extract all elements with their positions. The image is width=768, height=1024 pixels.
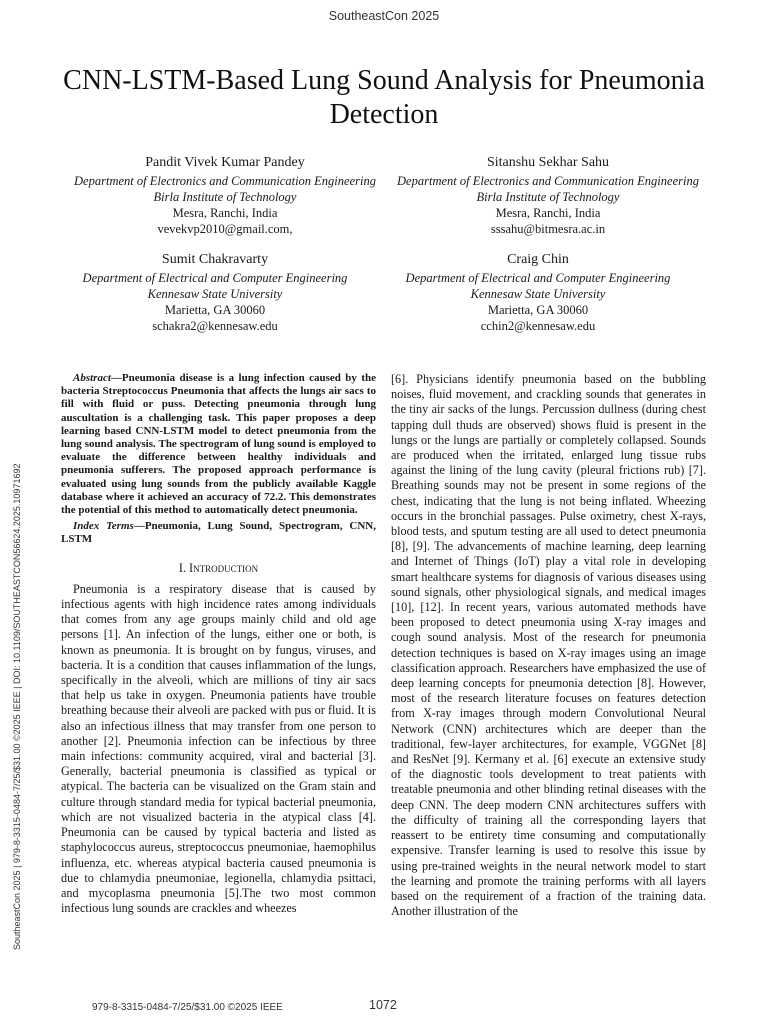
author-block-2: [383, 154, 713, 237]
author-name: Craig Chin: [507, 252, 569, 267]
right-column: [391, 372, 706, 919]
author-address: Marietta, GA 30060: [164, 303, 266, 317]
author-department: Department of Electronics and Communication Engineering: [397, 174, 699, 188]
section-heading: I. Introduction: [178, 560, 259, 575]
abstract-label: Abstract: [73, 372, 111, 384]
author-email: sssahu@bitmesra.ac.in: [490, 222, 606, 236]
paper-title: CNN-LSTM-Based Lung Sound Analysis for Pneumonia Detection: [63, 65, 705, 130]
author-institution: Kennesaw State University: [147, 287, 283, 301]
index-terms-label: Index Terms: [73, 520, 134, 533]
author-block-1: [60, 154, 390, 237]
index-terms: [61, 520, 376, 546]
author-block-3: [50, 251, 380, 334]
author-email: cchin2@kennesaw.edu: [480, 319, 596, 333]
author-address: Marietta, GA 30060: [487, 303, 589, 317]
page-number: 1072: [369, 998, 397, 1012]
abstract: [61, 372, 376, 517]
author-name: Pandit Vivek Kumar Pandey: [145, 155, 305, 170]
author-institution: Kennesaw State University: [470, 287, 606, 301]
footer-copyright: 979-8-3315-0484-7/25/$31.00 ©2025 IEEE: [92, 1002, 283, 1013]
left-column: [61, 372, 376, 916]
author-address: Mesra, Ranchi, India: [495, 206, 601, 220]
author-department: Department of Electronics and Communication Engineering: [74, 174, 376, 188]
author-email: vevekvp2010@gmail.com,: [157, 222, 293, 236]
author-department: Department of Electrical and Computer Engineering: [405, 271, 671, 285]
doi-sidebar-text: SoutheastCon 2025 | 979-8-3315-0484-7/25/$31.00 ©2025 IEEE | DOI: 10.1109/SOUTHEASTCON56624.2025.10971692: [12, 463, 22, 950]
author-institution: Birla Institute of Technology: [476, 190, 620, 204]
intro-paragraph-left: Pneumonia is a respiratory disease that is caused by infectious agents with high incidence rates among individuals that comes from any age groups mainly child and old age persons [1]. An infection of the lungs, either one or both, is known as pneumonia. It is brought on by fungus, viruses, and bacteria. It is a condition that causes inflammation of the lungs, specifically in the alveoli, which are millions of tiny air sacs that help us take in oxygen. Pneumonia patients have trouble breathing because their alveoli are packed with pus or fluid. It is also an infectious illness that may transfer from one person to another [2]. Pneumonia infection can be infectious by three main infections: community acquired, viral and bacterial [3]. Generally, bacterial pneumonia is classified as typical or atypical. The bacteria can be visualized on the Gram stain and culture through standard media for typical bacterial pneumonia, which are not visualized bacteria in the atypical class [4]. Pneumonia can be caused by typical bacteria and listed as staphylococcus aureus, streptococcus pneumoniae, haemophilus influenza, etc. whereas atypical bacteria caused pneumonia is due to chlamydia pneumoniae, legionella, chlamydia psittaci, and mycoplasma pneumonia [5].The two most common infectious lung sounds are crackles and wheezes: [61, 581, 376, 916]
author-institution: Birla Institute of Technology: [153, 190, 297, 204]
author-name: Sumit Chakravarty: [161, 252, 269, 267]
author-department: Department of Electrical and Computer Engineering: [82, 271, 348, 285]
abstract-text: —Pneumonia disease is a lung infection caused by the bacteria Streptococcus Pneumonia that affects the lungs air sacs to fill with fluid or puss. Detecting pneumonia through lung auscultation is a challenging task. This paper proposes a deep learning based CNN-LSTM model to detect pneumonia from the lung sound analysis. The spectrogram of lung sound is employed to evaluate the difference between healthy individuals and pneumonia sufferers. The proposed approach performance is evaluated using lung sounds from the publicly available Kaggle database where it achieved an accuracy of 72.2. This demonstrates the potential of this method to automatically detect pneumonia.: [61, 372, 376, 517]
doi-sidebar: [2, 430, 22, 950]
author-address: Mesra, Ranchi, India: [172, 206, 278, 220]
author-block-4: [373, 251, 703, 334]
author-name: Sitanshu Sekhar Sahu: [486, 155, 610, 170]
index-terms-text: —Pneumonia, Lung Sound, Spectrogram, CNN, LSTM: [61, 520, 376, 546]
intro-paragraph-right: [6]. Physicians identify pneumonia based on the bubbling noises, fluid movement, and crackling sounds that generates in the tiny air sacks of the lungs. Percussion dullness (during chest tapping dull thuds are observed) shows fluid is present in the lungs or the lungs are partially or completely collapsed. Sounds are produced when the irritated, enlarged lung tissue rubs against the lining of the lung cavity (pleural frictions rub) [7]. Breathing sounds may not be present in some regions of the chest, indicating that the lung is not being inflated. Wheezing occurs in the bronchial passages. Pulse oximetry, chest X-rays, blood tests, and sputum testing are all used to detect pneumonia [8], [9]. The advancements of machine learning, deep learning and Internet of Things (IoT) play a vital role in developing smart healthcare systems for diagnosis of various diseases using sound signals, other physiological signals, and medical images [10], [12]. In recent years, various automated methods have been proposed to detect pneumonia using X-ray images and cough sound analysis. Most of the research for pneumonia detection techniques is based on X-ray images using an image classification approach. Researchers have emphasized the use of deep learning concepts for pneumonia detection [8]. However, most of the research literature focuses on features detection from X-ray images through modern Convolutional Neural Network (CNN) architectures which are deeper than the traditional, few-layer architectures, for example, VGGNet [8] and ResNet [9]. Kermany et al. [6] execute an extensive study of the diagnostic tools development to treat patients with treatable pneumonia and other blinding retinal diseases with the deep CNN. The deep modern CNN architectures suffers with the difficulty of training all the corresponding layers that reassert to be entirety time consuming and computationally expensive. Transfer learning is used to resolve this issue by using pre-trained weights in the neural network model to start the learning and promote the training performs with all layers based on the requirement of a fraction of the training data. Another illustration of the: [391, 372, 706, 919]
conference-header: SoutheastCon 2025: [328, 9, 440, 23]
author-email: schakra2@kennesaw.edu: [152, 319, 278, 333]
